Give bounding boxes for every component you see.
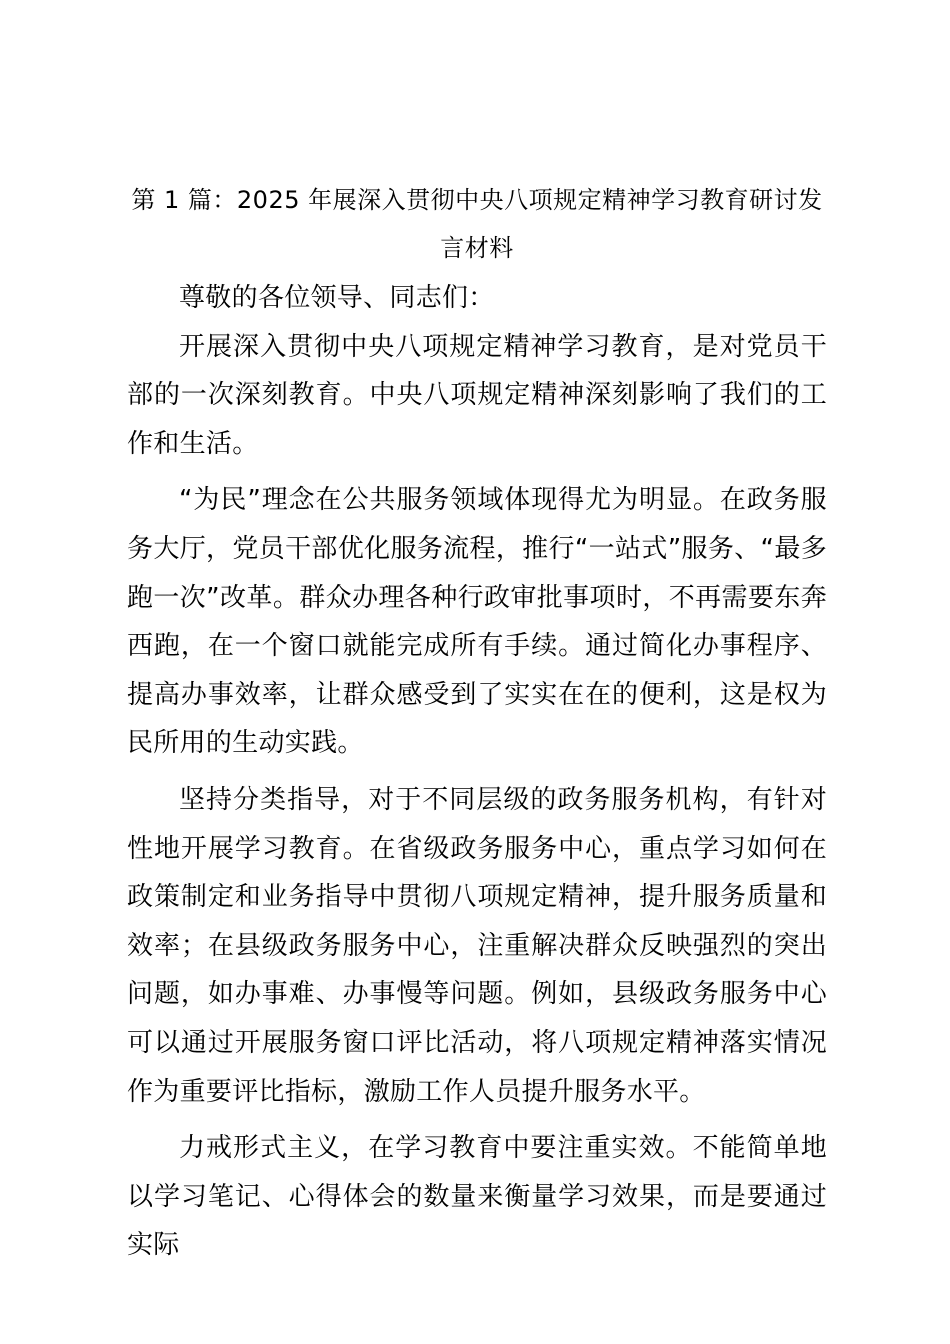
greeting: 尊敬的各位领导、同志们： [179,283,495,313]
document-body [127,176,827,1270]
paragraph-4: 力戒形式主义，在学习教育中要注重实效。不能简单地以学习笔记、心得体会的数量来衡量学习效果，而是要通过实际 [127,1133,827,1261]
document-title: 第 1 篇：2025 年展深入贯彻中央八项规定精神学习教育研讨发言材料 [131,186,823,262]
paragraph-1: 开展深入贯彻中央八项规定精神学习教育，是对党员干部的一次深刻教育。中央八项规定精神深刻影响了我们的工作和生活。 [127,331,827,459]
paragraph-2: “为民”理念在公共服务领域体现得尤为明显。在政务服务大厅，党员干部优化服务流程，推行“一站式”服务、“最多跑一次”改革。群众办理各种行政审批事项时，不再需要东奔西跑，在一个窗口就能完成所有手续。通过简化办事程序、提高办事效率，让群众感受到了实实在在的便利，这是权为民所用的生动实践。 [127,485,827,759]
paragraph-3: 坚持分类指导，对于不同层级的政务服务机构，有针对性地开展学习教育。在省级政务服务中心，重点学习如何在政策制定和业务指导中贯彻八项规定精神，提升服务质量和效率；在县级政务服务中心，注重解决群众反映强烈的突出问题，如办事难、办事慢等问题。例如，县级政务服务中心可以通过开展服务窗口评比活动，将八项规定精神落实情况作为重要评比指标，激励工作人员提升服务水平。 [127,784,827,1107]
